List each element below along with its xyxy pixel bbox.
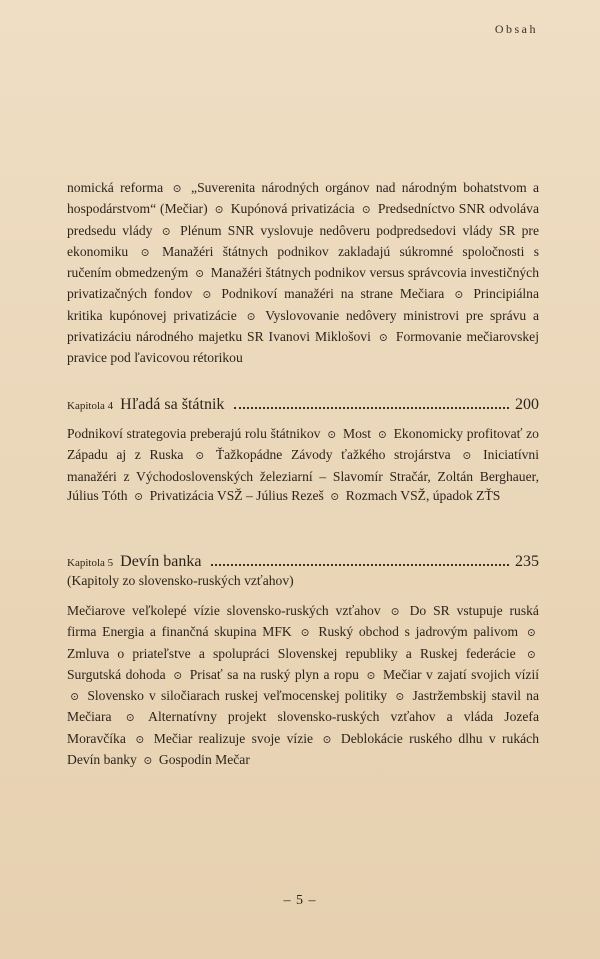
topic-item: Manažéri štátnych podnikov versus správcovia investičných privatizačných fondov: [67, 265, 539, 302]
topic-separator-icon: ⊙: [125, 712, 135, 725]
topic-separator-icon: ⊙: [377, 429, 387, 441]
topic-item: Surgutská dohoda: [67, 666, 166, 682]
topic-separator-icon: ⊙: [70, 691, 80, 704]
intro-paragraph: [67, 178, 539, 368]
dot-leader: [234, 407, 509, 409]
topic-item: Mečiarove veľkolepé vízie slovensko-ruských vzťahov: [67, 603, 381, 618]
topic-separator-icon: ⊙: [361, 204, 371, 217]
topic-item: Ruský obchod s jadrovým palivom: [318, 624, 519, 640]
chapter-5-topics: [67, 601, 539, 771]
topic-item: Ťažkopádne Závody ťažkého strojárstva: [215, 447, 451, 463]
topic-separator-icon: ⊙: [135, 733, 145, 746]
topic-item: Alternatívny projekt slovensko-ruských vzťahov a vláda Jozefa Moravčíka: [67, 709, 539, 746]
topic-separator-icon: ⊙: [143, 755, 153, 768]
chapter-4-topics: [67, 424, 539, 507]
topic-item: Prisať sa na ruský plyn a ropu: [189, 666, 359, 682]
topic-item: Rozmach VSŽ, úpadok ZŤS: [345, 487, 501, 503]
topic-separator-icon: ⊙: [390, 606, 400, 618]
topic-separator-icon: ⊙: [330, 490, 340, 503]
topic-separator-icon: ⊙: [161, 225, 171, 238]
chapter-page-number[interactable]: 235: [515, 553, 539, 570]
topic-item: Podnikoví strategovia preberajú rolu štátnikov: [67, 426, 321, 441]
chapter-4-entry: [67, 396, 539, 507]
page-number: – 5 –: [283, 893, 317, 908]
chapter-title[interactable]: Hľadá sa štátnik: [120, 396, 225, 413]
topic-item: Formovanie mečiarovskej pravice pod ľavicovou rétorikou: [67, 329, 539, 366]
topic-separator-icon: ⊙: [454, 289, 464, 302]
topic-item: Podnikoví manažéri na strane Mečiara: [221, 286, 445, 302]
topic-separator-icon: ⊙: [366, 669, 376, 682]
topic-separator-icon: ⊙: [246, 310, 256, 323]
topic-separator-icon: ⊙: [214, 204, 224, 217]
topic-separator-icon: ⊙: [133, 490, 144, 503]
topic-item: nomická reforma: [67, 180, 164, 195]
chapter-heading-row: [67, 553, 539, 571]
topic-separator-icon: ⊙: [322, 733, 332, 746]
topic-separator-icon: ⊙: [194, 268, 205, 281]
topic-item: Manažéri štátnych podnikov zakladajú súkromné spoločnosti s ručením obmedzeným: [67, 243, 539, 281]
chapter-page-number[interactable]: 200: [515, 396, 539, 413]
topic-item: Deblokácie ruského dlhu v rukách Devín banky: [67, 730, 539, 768]
chapter-5-entry: [67, 553, 539, 771]
topic-separator-icon: ⊙: [202, 289, 212, 302]
topic-item: Plénum SNR vyslovuje nedôveru podpredsedovi vlády SR pre ekonomiku: [67, 222, 539, 259]
topic-item: Jastržembskij stavil na Mečiara: [67, 688, 539, 725]
topic-item: Mečiar realizuje svoje vízie: [153, 730, 314, 746]
topic-separator-icon: ⊙: [526, 648, 536, 661]
topic-separator-icon: ⊙: [172, 183, 182, 195]
topic-item: Iniciatívni manažéri z Východoslovenských železiarní – Slavomír Stračár, Zoltán Berghauer, Július Tóth: [67, 447, 539, 503]
topic-separator-icon: ⊙: [462, 450, 472, 463]
topic-item: Privatizácia VSŽ – Július Rezeš: [149, 487, 324, 503]
topic-separator-icon: ⊙: [395, 691, 405, 704]
topic-item: Principiálna kritika kupónovej privatizácie: [67, 286, 539, 323]
topic-separator-icon: ⊙: [526, 627, 536, 640]
topic-item: „Suverenita národných orgánov nad národným bohatstvom a hospodárstvom“ (Mečiar): [67, 180, 539, 217]
chapter-subtitle: (Kapitoly zo slovensko-ruských vzťahov): [67, 573, 294, 588]
chapter-label: Kapitola 4: [67, 400, 114, 412]
topic-item: Gospodin Mečar: [158, 752, 250, 768]
chapter-title[interactable]: Devín banka: [120, 553, 202, 570]
dot-leader: [211, 564, 509, 566]
chapter-label: Kapitola 5: [67, 557, 114, 569]
running-head: Obsah: [494, 22, 538, 36]
topic-item: Vyslovovanie nedôvery ministrovi pre správu a privatizáciu národného majetku SR Ivanovi Miklošovi: [67, 307, 540, 345]
topic-item: Predsedníctvo SNR odvoláva predsedu vlády: [67, 201, 540, 238]
topic-item: Most: [343, 426, 371, 441]
chapter-heading-row: [67, 396, 539, 414]
topic-separator-icon: ⊙: [300, 627, 310, 640]
topic-item: Zmluva o priateľstve a spolupráci Slovenskej republiky a Ruskej federácie: [67, 645, 516, 661]
topic-item: Ekonomicky profitovať zo Západu aj z Ruska: [67, 426, 539, 463]
topic-item: Mečiar v zajatí svojich vízií: [383, 666, 539, 682]
topic-separator-icon: ⊙: [378, 332, 389, 345]
topic-item: Do SR vstupuje ruská firma Energia a finančná skupina MFK: [67, 603, 539, 640]
topic-separator-icon: ⊙: [140, 246, 150, 259]
topic-separator-icon: ⊙: [173, 669, 183, 682]
topic-separator-icon: ⊙: [195, 450, 205, 463]
topic-separator-icon: ⊙: [327, 429, 337, 441]
topic-item: Kupónová privatizácia: [230, 201, 355, 217]
topic-item: Slovensko v siločiarach ruskej veľmocenskej politiky: [87, 688, 388, 704]
